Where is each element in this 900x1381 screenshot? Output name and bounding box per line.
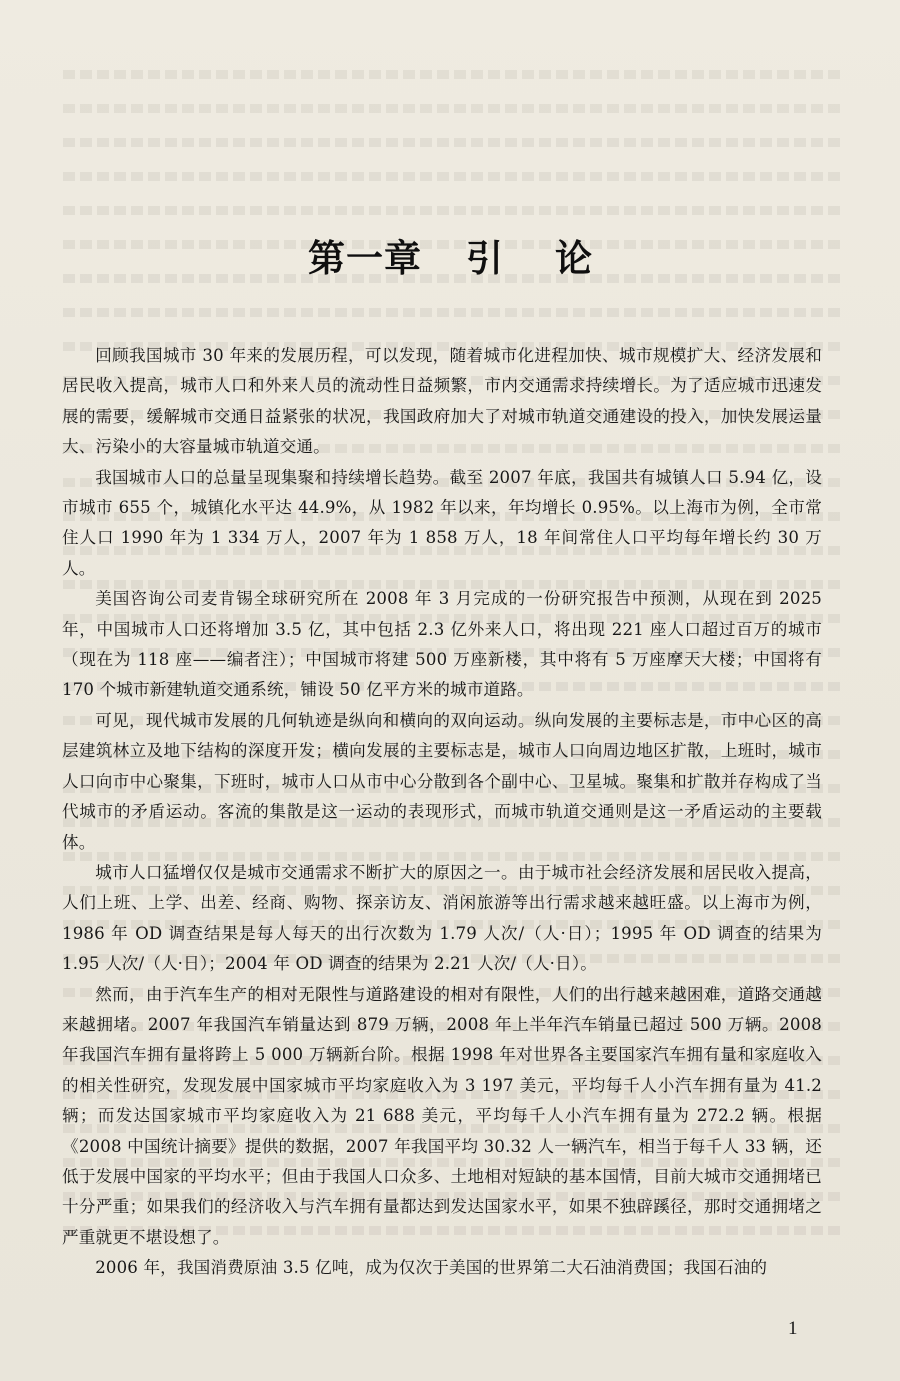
paragraph: 回顾我国城市 30 年来的发展历程，可以发现，随着城市化进程加快、城市规模扩大、经济发展和居民收入提高，城市人口和外来人员的流动性日益频繁，市内交通需求持续增长。为了适应城市迅速发展的需要，缓解城市交通日益紧张的状况，我国政府加大了对城市轨道交通建设的投入，加快发展运量大、污染小的大容量城市轨道交通。 (62, 346, 822, 457)
chapter-title (0, 228, 900, 282)
chapter-number: 第一章 (308, 237, 422, 280)
paragraph: 可见，现代城市发展的几何轨迹是纵向和横向的双向运动。纵向发展的主要标志是，市中心区的高层建筑林立及地下结构的深度开发；横向发展的主要标志是，城市人口向周边地区扩散，上班时，城市人口向市中心聚集，下班时，城市人口从市中心分散到各个副中心、卫星城。聚集和扩散并存构成了当代城市的矛盾运动。客流的集散是这一运动的表现形式，而城市轨道交通则是这一矛盾运动的主要载体。 (62, 710, 822, 852)
paragraph: 然而，由于汽车生产的相对无限性与道路建设的相对有限性，人们的出行越来越困难，道路交通越来越拥堵。2007 年我国汽车销量达到 879 万辆，2008 年上半年汽车销量已超过 500 万辆。2008 年我国汽车拥有量将跨上 5 000 万辆新台阶。根据 1998 年对世界各主要国家汽车拥有量和家庭收入的相关性研究，发现发展中国家城市平均家庭收入为 3 197 美元，平均每千人小汽车拥有量为 41.2 辆；而发达国家城市平均家庭收入为 21 688 美元，平均每千人小汽车拥有量为 272.2 辆。根据《2008 中国统计摘要》提供的数据，2007 年我国平均 30.32 人一辆汽车，相当于每千人 33 辆，还低于发展中国家的平均水平；但由于我国人口众多、土地相对短缺的基本国情，目前大城市交通拥堵已十分严重；如果我们的经济收入与汽车拥有量都达到发达国家水平，如果不独辟蹊径，那时交通拥堵之严重就更不堪设想了。 (62, 984, 822, 1247)
paragraph: 美国咨询公司麦肯锡全球研究所在 2008 年 3 月完成的一份研究报告中预测，从现在到 2025 年，中国城市人口还将增加 3.5 亿，其中包括 2.3 亿外来人口，将出现 221 座人口超过百万的城市（现在为 118 座——编者注）；中国城市将建 500 万座新楼，其中将有 5 万座摩天大楼；中国将有 170 个城市新建轨道交通系统，铺设 50 亿平方米的城市道路。 (62, 589, 822, 700)
chapter-name: 引论 (466, 237, 644, 280)
body-text (62, 341, 822, 1283)
paragraph-continued: 2006 年，我国消费原油 3.5 亿吨，成为仅次于美国的世界第二大石油消费国；我国石油的 (95, 1258, 768, 1278)
paragraph: 我国城市人口的总量呈现集聚和持续增长趋势。截至 2007 年底，我国共有城镇人口 5.94 亿，设市城市 655 个，城镇化水平达 44.9%，从 1982 年以来，年均增长 0.95%。以上海市为例，全市常住人口 1990 年为 1 334 万人，2007 年为 1 858 万人，18 年间常住人口平均每年增长约 30 万人。 (62, 467, 822, 578)
paragraph: 城市人口猛增仅仅是城市交通需求不断扩大的原因之一。由于城市社会经济发展和居民收入提高，人们上班、上学、出差、经商、购物、探亲访友、消闲旅游等出行需求越来越旺盛。以上海市为例，1986 年 OD 调查结果是每人每天的出行次数为 1.79 人次/（人·日）；1995 年 OD 调查的结果为 1.95 人次/（人·日）；2004 年 OD 调查的结果为 2.21 人次/（人·日）。 (62, 862, 822, 974)
page-number: 1 (788, 1318, 798, 1339)
